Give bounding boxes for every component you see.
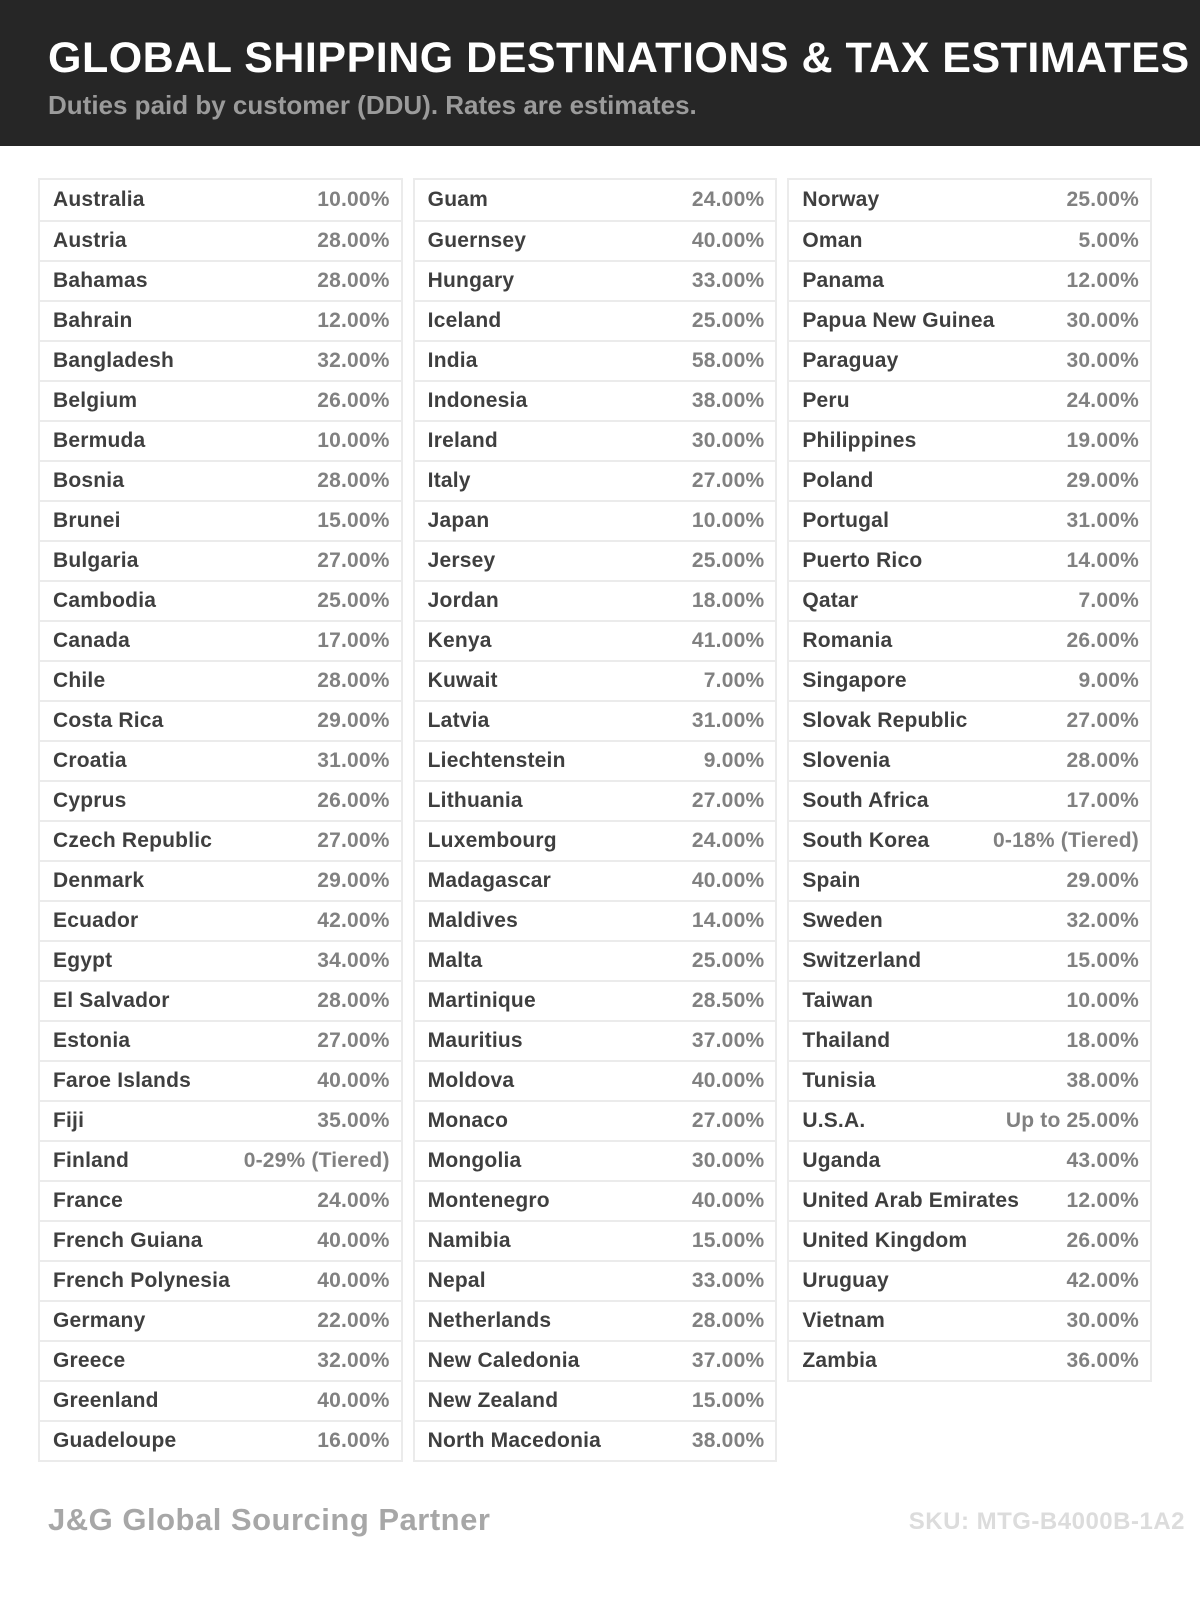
tax-rate: 7.00% <box>703 669 765 692</box>
country-name: Guadeloupe <box>53 1429 177 1452</box>
country-name: Malta <box>427 949 483 972</box>
table-row <box>40 1100 401 1140</box>
tax-rate: 42.00% <box>1066 1269 1139 1292</box>
country-name: Nepal <box>427 1269 486 1292</box>
tax-rate: 42.00% <box>317 909 390 932</box>
table-row <box>415 300 776 340</box>
table-row <box>789 500 1150 540</box>
tax-rate: 26.00% <box>1066 1229 1139 1252</box>
table-row <box>789 1340 1150 1380</box>
tax-rate: 33.00% <box>691 269 765 292</box>
table-row <box>789 860 1150 900</box>
table-column-2 <box>413 178 778 1462</box>
table-row <box>40 1260 401 1300</box>
table-row <box>40 620 401 660</box>
table-row <box>415 820 776 860</box>
tax-rate: 14.00% <box>691 909 765 932</box>
tax-rate: 24.00% <box>317 1189 390 1212</box>
country-name: Estonia <box>53 1029 131 1052</box>
country-name: Puerto Rico <box>802 549 923 572</box>
table-row <box>415 1260 776 1300</box>
table-row <box>415 1100 776 1140</box>
table-row <box>415 1140 776 1180</box>
country-name: Uganda <box>802 1149 881 1172</box>
country-name: Costa Rica <box>53 709 164 732</box>
table-row <box>415 860 776 900</box>
tax-rate: 10.00% <box>317 188 390 211</box>
table-row <box>415 1380 776 1420</box>
country-name: Guernsey <box>427 229 527 252</box>
country-name: Poland <box>802 469 874 492</box>
country-name: Brunei <box>53 509 121 532</box>
table-row <box>415 180 776 220</box>
tax-rate: 17.00% <box>1066 789 1139 812</box>
tax-rate: 18.00% <box>691 589 765 612</box>
country-name: Switzerland <box>802 949 922 972</box>
country-name: South Korea <box>802 829 930 852</box>
table-row <box>789 1180 1150 1220</box>
tax-rate: 27.00% <box>1066 709 1139 732</box>
table-row <box>789 540 1150 580</box>
tax-rate: 16.00% <box>317 1429 390 1452</box>
table-row <box>415 1060 776 1100</box>
tax-rate: 28.00% <box>317 989 390 1012</box>
country-name: Greece <box>53 1349 126 1372</box>
tax-rate: 14.00% <box>1066 549 1139 572</box>
tax-rate: 7.00% <box>1078 589 1139 612</box>
tax-rate: 40.00% <box>691 1069 765 1092</box>
country-name: Indonesia <box>427 389 528 412</box>
country-name: Fiji <box>53 1109 85 1132</box>
country-name: Martinique <box>427 989 536 1012</box>
table-row <box>789 220 1150 260</box>
country-name: Monaco <box>427 1109 509 1132</box>
country-name: French Polynesia <box>53 1269 231 1292</box>
tax-rate: 28.50% <box>691 989 765 1012</box>
table-row <box>789 1260 1150 1300</box>
country-name: Cyprus <box>53 789 127 812</box>
country-name: Taiwan <box>802 989 874 1012</box>
tax-rate: 19.00% <box>1066 429 1139 452</box>
tax-rate: 28.00% <box>691 1309 765 1332</box>
tax-rate: 37.00% <box>691 1029 765 1052</box>
tax-rate: 41.00% <box>691 629 765 652</box>
table-row <box>789 1220 1150 1260</box>
table-row <box>40 260 401 300</box>
country-name: Slovenia <box>802 749 891 772</box>
table-row <box>40 460 401 500</box>
country-name: United Arab Emirates <box>802 1189 1020 1212</box>
table-row <box>40 980 401 1020</box>
country-name: Liechtenstein <box>427 749 566 772</box>
tax-rate: 15.00% <box>317 509 390 532</box>
country-name: U.S.A. <box>802 1109 866 1132</box>
country-name: New Caledonia <box>427 1349 580 1372</box>
tax-rate: 12.00% <box>1066 1189 1139 1212</box>
tax-rate: 25.00% <box>691 549 765 572</box>
country-name: Croatia <box>53 749 127 772</box>
table-row <box>40 1220 401 1260</box>
page-title: GLOBAL SHIPPING DESTINATIONS & TAX ESTIMATES <box>48 34 1190 82</box>
tax-rate: 40.00% <box>317 1069 390 1092</box>
table-row <box>789 700 1150 740</box>
country-name: Vietnam <box>802 1309 886 1332</box>
tax-rate: 31.00% <box>691 709 765 732</box>
table-row <box>789 1020 1150 1060</box>
tax-rate: 17.00% <box>317 629 390 652</box>
table-row <box>415 980 776 1020</box>
page-subtitle: Duties paid by customer (DDU). Rates are estimates. <box>48 90 697 121</box>
table-column-3 <box>787 178 1152 1382</box>
country-name: Belgium <box>53 389 138 412</box>
table-row <box>789 580 1150 620</box>
country-name: Papua New Guinea <box>802 309 995 332</box>
table-row <box>40 700 401 740</box>
sku-label: SKU: MTG-B4000B-1A2 <box>908 1508 1185 1535</box>
country-name: Montenegro <box>427 1189 550 1212</box>
table-row <box>40 180 401 220</box>
tax-rate: 32.00% <box>1066 909 1139 932</box>
table-row <box>789 660 1150 700</box>
country-name: Jordan <box>427 589 499 612</box>
country-name: Peru <box>802 389 850 412</box>
table-row <box>415 940 776 980</box>
country-name: Romania <box>802 629 893 652</box>
tax-rate: 27.00% <box>317 829 390 852</box>
table-row <box>415 540 776 580</box>
table-row <box>40 1180 401 1220</box>
table-row <box>415 620 776 660</box>
table-row <box>40 380 401 420</box>
table-row <box>789 260 1150 300</box>
table-row <box>415 380 776 420</box>
country-name: Norway <box>802 188 880 211</box>
country-name: Latvia <box>427 709 490 732</box>
tax-rate: 12.00% <box>1066 269 1139 292</box>
country-name: Lithuania <box>427 789 523 812</box>
tax-rate: 40.00% <box>691 1189 765 1212</box>
country-name: Mongolia <box>427 1149 522 1172</box>
table-row <box>40 740 401 780</box>
tax-rate: 0-29% (Tiered) <box>243 1149 390 1172</box>
tax-rate: 30.00% <box>1066 1309 1139 1332</box>
country-name: United Kingdom <box>802 1229 968 1252</box>
tax-rate: 28.00% <box>317 469 390 492</box>
tax-rate: 32.00% <box>317 349 390 372</box>
tax-rate: 24.00% <box>691 188 765 211</box>
tax-rate: 29.00% <box>1066 469 1139 492</box>
table-row <box>789 820 1150 860</box>
country-name: Zambia <box>802 1349 878 1372</box>
country-name: Portugal <box>802 509 890 532</box>
table-row <box>40 1380 401 1420</box>
tax-rate: 24.00% <box>1066 389 1139 412</box>
table-row <box>40 1420 401 1460</box>
country-name: Finland <box>53 1149 130 1172</box>
table-row <box>789 1300 1150 1340</box>
country-name: Madagascar <box>427 869 552 892</box>
tax-rate: 27.00% <box>691 469 765 492</box>
tax-rate: 38.00% <box>691 389 765 412</box>
table-row <box>40 940 401 980</box>
country-name: Philippines <box>802 429 917 452</box>
country-name: Namibia <box>427 1229 511 1252</box>
tax-rate: 24.00% <box>691 829 765 852</box>
table-row <box>789 180 1150 220</box>
table-row <box>415 1420 776 1460</box>
country-name: Thailand <box>802 1029 891 1052</box>
table-row <box>40 660 401 700</box>
country-name: Luxembourg <box>427 829 557 852</box>
country-name: Maldives <box>427 909 518 932</box>
tax-rate: 30.00% <box>1066 349 1139 372</box>
table-row <box>40 900 401 940</box>
table-row <box>789 900 1150 940</box>
country-name: Qatar <box>802 589 859 612</box>
country-name: Bahrain <box>53 309 133 332</box>
country-name: Sweden <box>802 909 883 932</box>
country-name: Bosnia <box>53 469 125 492</box>
country-name: Mauritius <box>427 1029 523 1052</box>
tax-rate: 34.00% <box>317 949 390 972</box>
table-row <box>415 1220 776 1260</box>
tax-rate: 38.00% <box>691 1429 765 1452</box>
table-row <box>415 260 776 300</box>
country-name: Tunisia <box>802 1069 876 1092</box>
table-row <box>40 820 401 860</box>
tax-rate: 26.00% <box>317 789 390 812</box>
tax-rate: 28.00% <box>317 269 390 292</box>
table-row <box>415 740 776 780</box>
tax-rate: 10.00% <box>691 509 765 532</box>
tax-rate: 25.00% <box>1066 188 1139 211</box>
country-name: Austria <box>53 229 127 252</box>
table-row <box>40 580 401 620</box>
table-row <box>40 1340 401 1380</box>
tax-rate: 27.00% <box>691 1109 765 1132</box>
tax-rate: 22.00% <box>317 1309 390 1332</box>
table-row <box>40 1300 401 1340</box>
table-row <box>789 620 1150 660</box>
tax-rate: 32.00% <box>317 1349 390 1372</box>
table-row <box>415 780 776 820</box>
country-name: French Guiana <box>53 1229 203 1252</box>
tax-rate: 31.00% <box>317 749 390 772</box>
table-row <box>789 1060 1150 1100</box>
country-name: Cambodia <box>53 589 157 612</box>
table-row <box>415 700 776 740</box>
table-row <box>40 500 401 540</box>
table-row <box>40 780 401 820</box>
country-name: Paraguay <box>802 349 899 372</box>
table-row <box>40 1020 401 1060</box>
country-name: Kenya <box>427 629 492 652</box>
tax-rate: 35.00% <box>317 1109 390 1132</box>
country-name: Egypt <box>53 949 113 972</box>
country-name: Bangladesh <box>53 349 175 372</box>
table-row <box>789 460 1150 500</box>
country-name: Czech Republic <box>53 829 213 852</box>
country-name: Uruguay <box>802 1269 889 1292</box>
country-name: Spain <box>802 869 861 892</box>
tax-rate: 15.00% <box>1066 949 1139 972</box>
table-row <box>789 1140 1150 1180</box>
table-row <box>40 420 401 460</box>
tax-rate: 29.00% <box>317 709 390 732</box>
tax-rate: 36.00% <box>1066 1349 1139 1372</box>
tax-rate: 25.00% <box>691 949 765 972</box>
country-name: Iceland <box>427 309 502 332</box>
tax-rate: 58.00% <box>691 349 765 372</box>
country-name: Singapore <box>802 669 907 692</box>
country-name: Hungary <box>427 269 515 292</box>
table-row <box>789 1100 1150 1140</box>
tax-rate: 27.00% <box>317 549 390 572</box>
country-name: Jersey <box>427 549 496 572</box>
footer <box>48 1502 1185 1538</box>
tax-rate: 26.00% <box>1066 629 1139 652</box>
tax-rate: Up to 25.00% <box>1005 1109 1139 1132</box>
tax-rate: 40.00% <box>317 1389 390 1412</box>
tax-rate: 40.00% <box>691 869 765 892</box>
country-name: Guam <box>427 188 488 211</box>
tax-rate: 40.00% <box>317 1229 390 1252</box>
tax-table <box>38 178 1152 1462</box>
tax-rate: 5.00% <box>1078 229 1139 252</box>
country-name: Bermuda <box>53 429 146 452</box>
table-row <box>415 1180 776 1220</box>
table-row <box>415 580 776 620</box>
tax-rate: 26.00% <box>317 389 390 412</box>
country-name: Panama <box>802 269 885 292</box>
table-row <box>789 340 1150 380</box>
tax-rate: 9.00% <box>703 749 765 772</box>
tax-rate: 33.00% <box>691 1269 765 1292</box>
country-name: Greenland <box>53 1389 159 1412</box>
table-row <box>40 340 401 380</box>
country-name: Canada <box>53 629 131 652</box>
tax-rate: 18.00% <box>1066 1029 1139 1052</box>
page-header <box>0 0 1200 146</box>
table-row <box>415 500 776 540</box>
table-row <box>415 900 776 940</box>
tax-rate: 38.00% <box>1066 1069 1139 1092</box>
table-row <box>415 1300 776 1340</box>
country-name: Slovak Republic <box>802 709 968 732</box>
country-name: North Macedonia <box>427 1429 602 1452</box>
tax-rate: 37.00% <box>691 1349 765 1372</box>
table-row <box>789 980 1150 1020</box>
table-row <box>789 300 1150 340</box>
table-row <box>40 1140 401 1180</box>
country-name: India <box>427 349 478 372</box>
tax-rate: 40.00% <box>691 229 765 252</box>
table-row <box>415 1340 776 1380</box>
tax-rate: 15.00% <box>691 1229 765 1252</box>
country-name: Ecuador <box>53 909 139 932</box>
tax-rate: 29.00% <box>1066 869 1139 892</box>
table-row <box>789 380 1150 420</box>
table-row <box>40 300 401 340</box>
country-name: Denmark <box>53 869 145 892</box>
tax-rate: 40.00% <box>317 1269 390 1292</box>
country-name: Australia <box>53 188 145 211</box>
country-name: Kuwait <box>427 669 498 692</box>
country-name: Faroe Islands <box>53 1069 191 1092</box>
country-name: Italy <box>427 469 471 492</box>
tax-rate: 31.00% <box>1066 509 1139 532</box>
country-name: El Salvador <box>53 989 170 1012</box>
country-name: Netherlands <box>427 1309 552 1332</box>
country-name: Germany <box>53 1309 146 1332</box>
table-row <box>415 1020 776 1060</box>
table-row <box>40 860 401 900</box>
tax-rate: 10.00% <box>1066 989 1139 1012</box>
table-row <box>415 340 776 380</box>
country-name: Moldova <box>427 1069 515 1092</box>
table-row <box>40 1060 401 1100</box>
tax-rate: 30.00% <box>691 1149 765 1172</box>
table-row <box>789 420 1150 460</box>
table-row <box>789 740 1150 780</box>
brand-name: J&G Global Sourcing Partner <box>48 1502 491 1537</box>
tax-rate: 43.00% <box>1066 1149 1139 1172</box>
tax-rate: 12.00% <box>317 309 390 332</box>
table-column-1 <box>38 178 403 1462</box>
table-row <box>415 220 776 260</box>
country-name: France <box>53 1189 124 1212</box>
tax-rate: 28.00% <box>317 669 390 692</box>
country-name: Bahamas <box>53 269 148 292</box>
table-row <box>789 780 1150 820</box>
tax-rate: 28.00% <box>317 229 390 252</box>
country-name: New Zealand <box>427 1389 559 1412</box>
country-name: Chile <box>53 669 106 692</box>
country-name: Japan <box>427 509 490 532</box>
table-row <box>789 940 1150 980</box>
country-name: South Africa <box>802 789 929 812</box>
tax-rate: 0-18% (Tiered) <box>993 829 1139 852</box>
tax-rate: 15.00% <box>691 1389 765 1412</box>
tax-rate: 27.00% <box>317 1029 390 1052</box>
table-row <box>40 220 401 260</box>
table-row <box>415 660 776 700</box>
tax-rate: 9.00% <box>1078 669 1139 692</box>
tax-rate: 27.00% <box>691 789 765 812</box>
table-row <box>415 460 776 500</box>
tax-rate: 30.00% <box>1066 309 1139 332</box>
country-name: Oman <box>802 229 863 252</box>
tax-rate: 25.00% <box>317 589 390 612</box>
table-row <box>415 420 776 460</box>
tax-rate: 29.00% <box>317 869 390 892</box>
tax-rate: 25.00% <box>691 309 765 332</box>
country-name: Bulgaria <box>53 549 139 572</box>
table-row <box>40 540 401 580</box>
tax-rate: 30.00% <box>691 429 765 452</box>
country-name: Ireland <box>427 429 498 452</box>
tax-rate: 10.00% <box>317 429 390 452</box>
tax-rate: 28.00% <box>1066 749 1139 772</box>
